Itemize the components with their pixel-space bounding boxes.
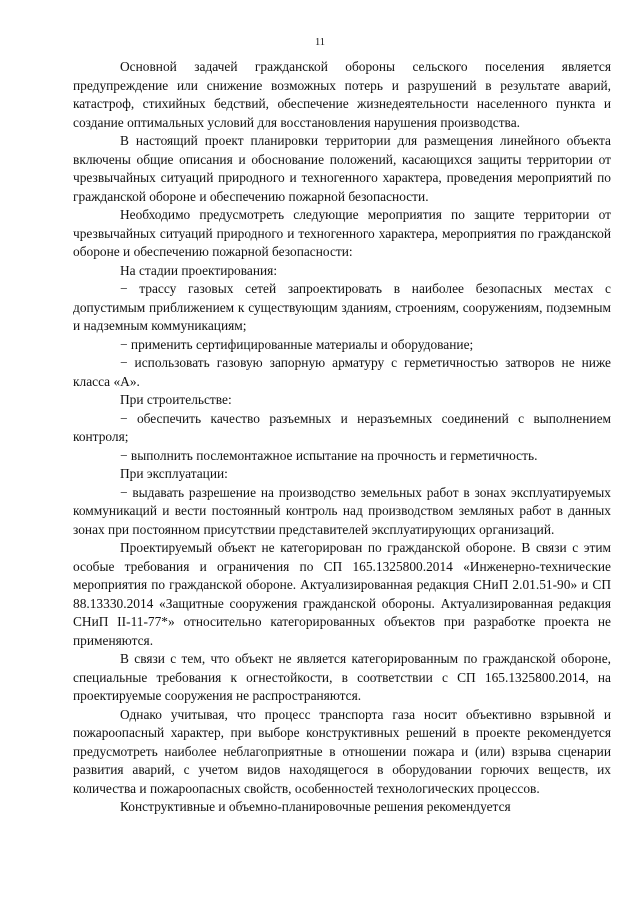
list-item-certified-materials: − применить сертифицированные материалы и оборудование; [120, 336, 474, 352]
document-body [73, 58, 611, 817]
page-number: 11 [314, 37, 326, 48]
paragraph-measures-intro: Необходимо предусмотреть следующие мероприятия по защите территории от чрезвычайных ситуаций природного и техногенного характера, мероприятия по гражданской обороне и обеспечению пожарной безопасности: [73, 207, 611, 259]
paragraph-project-scope: В настоящий проект планировки территории для размещения линейного объекта включены общие описания и обоснование положений, касающихся защиты территории от чрезвычайных ситуаций природного и техногенного характера, проведения мероприятий по гражданской обороне и обеспечению пожарной безопасности. [73, 133, 611, 204]
list-item-joint-quality: − обеспечить качество разъемных и неразъемных соединений с выполнением контроля; [73, 410, 611, 444]
subheading-design-stage: На стадии проектирования: [120, 262, 278, 278]
paragraph-fire-resistance: В связи с тем, что объект не является категорированным по гражданской обороне, специальные требования к огнестойкости, в соответствии с СП 165.1325800.2014, на проектируемые сооружения не распространяются. [73, 651, 611, 703]
paragraph-structural-solutions: Конструктивные и объемно-планировочные решения рекомендуется [120, 799, 511, 814]
subheading-construction-stage: При строительстве: [120, 392, 232, 407]
list-item-shutoff-valves: − использовать газовую запорную арматуру с герметичностью затворов не ниже класса «А». [73, 355, 611, 389]
list-item-earthwork-permits: − выдавать разрешение на производство земельных работ в зонах эксплуатируемых коммуникаций и вести постоянный контроль над производством земляных работ в данных зонах при постоянном присутствии представителей эксплуатирующих организаций. [73, 484, 611, 537]
list-item-pressure-testing: − выполнить послемонтажное испытание на прочность и герметичность. [120, 447, 538, 463]
subheading-operation-stage: При эксплуатации: [120, 466, 228, 481]
paragraph-civil-defense-task: Основной задачей гражданской обороны сельского поселения является предупреждение или снижение возможных потерь и разрушений в результате аварий, катастроф, стихийных бедствий, обеспечение жизнедеятельности населенного пункта и создание оптимальных условий для восстановления нарушения производства. [73, 59, 611, 130]
paragraph-explosion-hazard: Однако учитывая, что процесс транспорта газа носит объективно взрывной и пожароопасный характер, при выборе конструктивных решений в проекте рекомендуется предусмотреть наиболее неблагоприятные в отношении пожара и (или) взрыва сценарии развития аварий, с учетом видов находящегося в оборудовании горючих веществ, их количества и пожароопасных свойств, особенностей технологических процессов. [73, 706, 611, 796]
list-item-route-design: − трассу газовых сетей запроектировать в наиболее безопасных местах с допустимым приближением к существующим зданиям, строениям, сооружениям, подземным и надземным коммуникациям; [73, 281, 611, 333]
paragraph-not-categorized: Проектируемый объект не категорирован по гражданской обороне. В связи с этим особые требования и ограничения по СП 165.1325800.2014 «Инженерно-технические мероприятия по гражданской обороне. Актуализированная редакция СНиП 2.01.51-90» и СП 88.13330.2014 «Защитные сооружения гражданской обороны. Актуализированная редакция СНиП II-11-77*» относительно категорированных объектов при разработке проекта не применяются. [73, 540, 611, 648]
